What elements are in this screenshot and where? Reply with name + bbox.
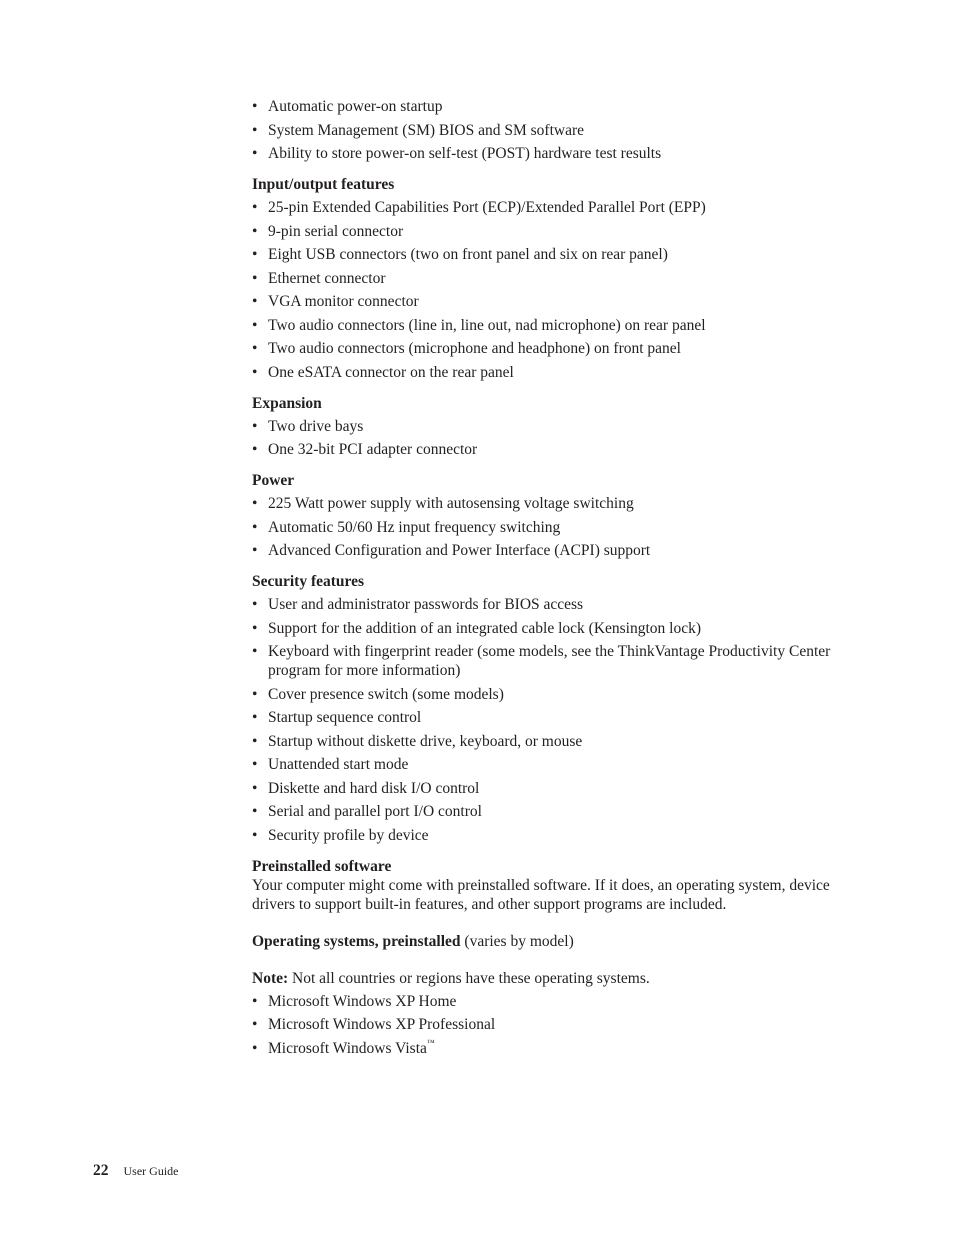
list-item: • Serial and parallel port I/O control	[252, 802, 852, 821]
list-item: • Diskette and hard disk I/O control	[252, 779, 852, 798]
os-heading: Operating systems, preinstalled	[252, 932, 461, 950]
list-item-text: Microsoft Windows Vista	[268, 1039, 427, 1057]
list-item: • Unattended start mode	[252, 755, 852, 774]
list-item: • Advanced Configuration and Power Interface (ACPI) support	[252, 541, 852, 560]
list-item	[252, 1039, 852, 1058]
section-heading-expansion: Expansion	[252, 394, 322, 412]
list-item: • Two drive bays	[252, 417, 852, 436]
list-item: • Startup without diskette drive, keyboard, or mouse	[252, 732, 852, 751]
list-item: • VGA monitor connector	[252, 292, 852, 311]
page-content	[252, 97, 852, 1062]
list-item: • Automatic 50/60 Hz input frequency switching	[252, 518, 852, 537]
list-item: • Two audio connectors (line in, line out, nad microphone) on rear panel	[252, 316, 852, 335]
preinstalled-paragraph: Your computer might come with preinstalled software. If it does, an operating system, device drivers to support built-in features, and other support programs are included.	[252, 876, 830, 913]
io-features-list	[252, 198, 852, 382]
os-heading-line	[252, 932, 852, 951]
list-item: • Microsoft Windows XP Professional	[252, 1015, 852, 1034]
page-number: 22	[93, 1162, 109, 1179]
page-footer	[93, 1162, 178, 1180]
section-heading-security: Security features	[252, 573, 365, 590]
list-item: • Two audio connectors (microphone and headphone) on front panel	[252, 339, 852, 358]
section-heading-io: Input/output features	[252, 176, 395, 193]
os-qualifier: (varies by model)	[464, 932, 574, 950]
list-item: • Startup sequence control	[252, 708, 852, 727]
features-list-top	[252, 97, 852, 163]
note-text: Not all countries or regions have these operating systems.	[292, 969, 650, 987]
note-line	[252, 969, 852, 988]
list-item: • Ethernet connector	[252, 269, 852, 288]
list-item: • 25-pin Extended Capabilities Port (ECP)/Extended Parallel Port (EPP)	[252, 198, 852, 217]
security-list	[252, 595, 852, 845]
list-item: • One eSATA connector on the rear panel	[252, 363, 852, 382]
list-item: • Cover presence switch (some models)	[252, 685, 852, 704]
list-item: • Support for the addition of an integrated cable lock (Kensington lock)	[252, 619, 852, 638]
list-item: • Security profile by device	[252, 826, 852, 845]
note-label: Note:	[252, 969, 289, 987]
list-item: • User and administrator passwords for BIOS access	[252, 595, 852, 614]
list-item: • One 32-bit PCI adapter connector	[252, 440, 852, 459]
footer-title: User Guide	[123, 1164, 179, 1178]
list-item: • Microsoft Windows XP Home	[252, 992, 852, 1011]
list-item: • 9-pin serial connector	[252, 222, 852, 241]
section-heading-power: Power	[252, 472, 295, 489]
list-item: • Eight USB connectors (two on front panel and six on rear panel)	[252, 245, 852, 264]
list-item: • Keyboard with fingerprint reader (some models, see the ThinkVantage Productivity Center program for more information)	[252, 642, 852, 680]
power-list	[252, 494, 852, 560]
section-heading-preinstalled: Preinstalled software	[252, 857, 392, 875]
trademark-symbol: ™	[426, 1037, 435, 1047]
list-item: • System Management (SM) BIOS and SM software	[252, 121, 852, 140]
list-item: • Automatic power-on startup	[252, 97, 852, 116]
list-item: • Ability to store power-on self-test (POST) hardware test results	[252, 144, 852, 163]
list-item: • 225 Watt power supply with autosensing voltage switching	[252, 494, 852, 513]
expansion-list	[252, 417, 852, 460]
os-list	[252, 992, 852, 1058]
